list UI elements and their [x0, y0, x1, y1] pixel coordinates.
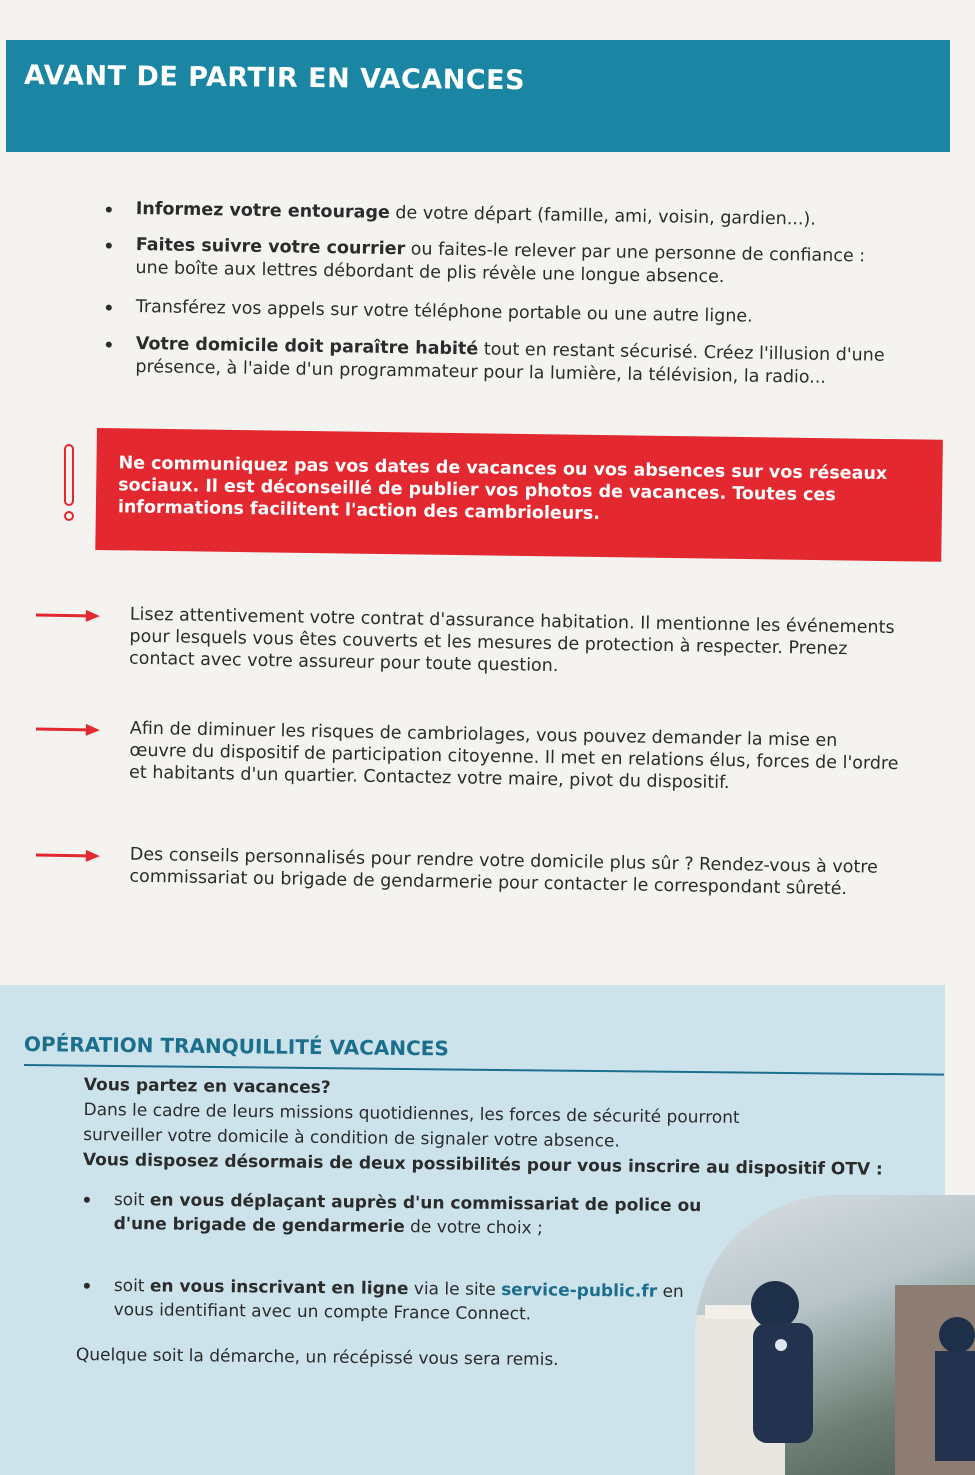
- arrow-right-icon: [36, 722, 100, 737]
- tip-bold: Faites suivre votre courrier: [135, 234, 406, 260]
- arrow-right-icon: [36, 608, 100, 623]
- warning-text: Ne communiquez pas vos dates de vacances ou vos absences sur vos réseaux sociaux. Il est déconseillé de publier vos photos de vacances. Toutes ces informations facilitent l'action des cambrioleurs.: [117, 453, 888, 525]
- arrow-item-text: Lisez attentivement votre contrat d'assurance habitation. Il mentionne les événements pour lesquels vous êtes couverts et les mesures de protection à respecter. Prenez contact avec votre assureur pour toute question.: [128, 604, 895, 677]
- otv-intro: [83, 1073, 924, 1183]
- option-suffix: en vous identifiant avec un compte France Connect.: [113, 1281, 684, 1325]
- photo-illustration: [695, 1195, 975, 1475]
- tip-bold: Informez votre entourage: [135, 198, 390, 223]
- list-item: [36, 718, 916, 794]
- otv-intro-line: surveiller votre domicile à condition de signaler votre absence.: [83, 1124, 620, 1152]
- option-mid: via le site: [408, 1279, 502, 1301]
- list-item: [113, 1188, 703, 1242]
- bullet-icon: [106, 342, 112, 348]
- option-bold: en vous déplaçant auprès d'un commissariat de police ou d'une brigade de gendarmerie: [113, 1190, 702, 1238]
- arrow-item-text: Des conseils personnalisés pour rendre votre domicile plus sûr ? Rendez-vous à votre commissariat ou brigade de gendarmerie pour contacter le correspondant sûreté.: [129, 844, 879, 900]
- tip-text: Transférez vos appels sur votre téléphone portable ou une autre ligne.: [135, 296, 753, 327]
- gendarmes-photo: [695, 1195, 975, 1475]
- list-item: [136, 198, 896, 233]
- bullet-icon: [84, 1197, 90, 1203]
- list-item: [136, 296, 896, 331]
- otv-intro-line: Dans le cadre de leurs missions quotidiennes, les forces de sécurité pourront: [83, 1099, 740, 1129]
- option-suffix: de votre choix ;: [404, 1217, 543, 1239]
- bullet-icon: [106, 243, 112, 249]
- arrow-item-text: Afin de diminuer les risques de cambriolages, vous pouvez demander la mise en œuvre du dispositif de participation citoyenne. Il met en relations élus, forces de l'ordre et habitants d'un quartier. Contactez votre maire, pivot du dispositif.: [128, 718, 899, 794]
- bullet-icon: [106, 305, 112, 311]
- bullet-icon: [84, 1283, 90, 1289]
- tip-text: ou faites-le relever par une personne de confiance : une boîte aux lettres débordant de plis révèle une longue absence.: [135, 239, 866, 288]
- bullet-icon: [106, 207, 112, 213]
- exclamation-icon: [62, 444, 76, 524]
- option-prefix: soit: [113, 1275, 151, 1297]
- tip-bold: Votre domicile doit paraître habité: [135, 333, 479, 360]
- otv-choice: Vous disposez désormais de deux possibilités pour vous inscrire au dispositif OTV :: [82, 1149, 883, 1180]
- option-prefix: soit: [113, 1189, 151, 1211]
- tip-text: tout en restant sécurisé. Créez l'illusion d'une présence, à l'aide d'un programmateur pour la lumière, la télévision, la radio...: [135, 339, 885, 388]
- option-bold: en vous inscrivant en ligne: [149, 1276, 409, 1300]
- otv-question: Vous partez en vacances?: [83, 1074, 331, 1099]
- list-item: [36, 604, 916, 677]
- list-item: [135, 234, 896, 292]
- list-item: [135, 333, 896, 391]
- list-item: [113, 1274, 703, 1328]
- otv-title: OPÉRATION TRANQUILLITÉ VACANCES: [23, 1032, 449, 1061]
- page-title: AVANT DE PARTIR EN VACANCES: [23, 60, 526, 97]
- service-public-link[interactable]: service-public.fr: [501, 1280, 658, 1302]
- otv-footer: Quelque soit la démarche, un récépissé vous sera remis.: [75, 1345, 559, 1371]
- warning-box: [95, 428, 943, 562]
- header-banner: [6, 40, 950, 152]
- list-item: [36, 844, 916, 900]
- tip-text: de votre départ (famille, ami, voisin, gardien...).: [389, 202, 817, 230]
- arrow-right-icon: [36, 848, 100, 863]
